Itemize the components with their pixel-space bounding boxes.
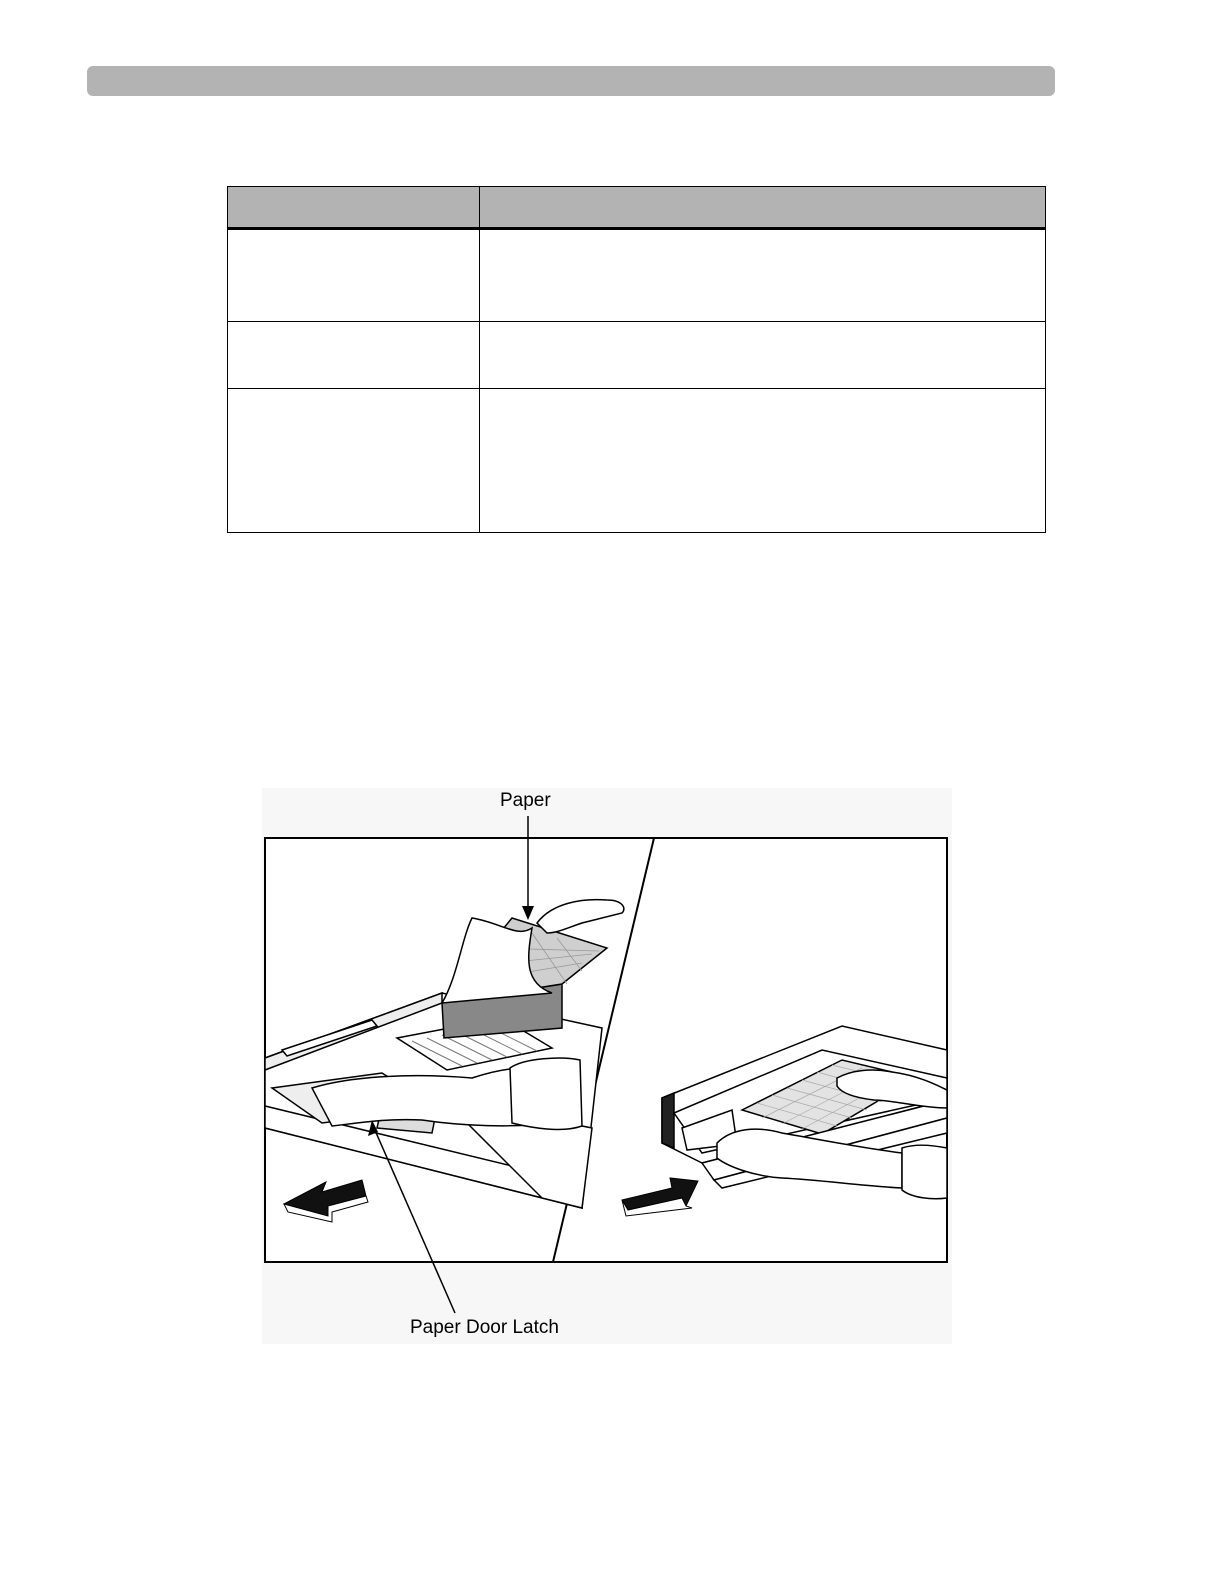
paper-door-latch-label: Paper Door Latch: [410, 1317, 559, 1338]
figure-illustration: [262, 788, 952, 1344]
spec-table: [227, 186, 1046, 533]
table-row: [228, 229, 1046, 322]
table-row: [228, 389, 1046, 533]
table-row: [228, 322, 1046, 389]
table-cell: [228, 389, 480, 533]
paper-label: Paper: [500, 790, 551, 811]
paper-loading-figure: [262, 788, 952, 1344]
table-cell: [480, 389, 1046, 533]
header-bar: [87, 66, 1055, 96]
table-cell: [228, 229, 480, 322]
table-cell: [480, 322, 1046, 389]
table-header-row: [228, 187, 1046, 229]
table-cell: [228, 322, 480, 389]
table-cell: [480, 229, 1046, 322]
table-header-cell: [480, 187, 1046, 229]
table-header-cell: [228, 187, 480, 229]
